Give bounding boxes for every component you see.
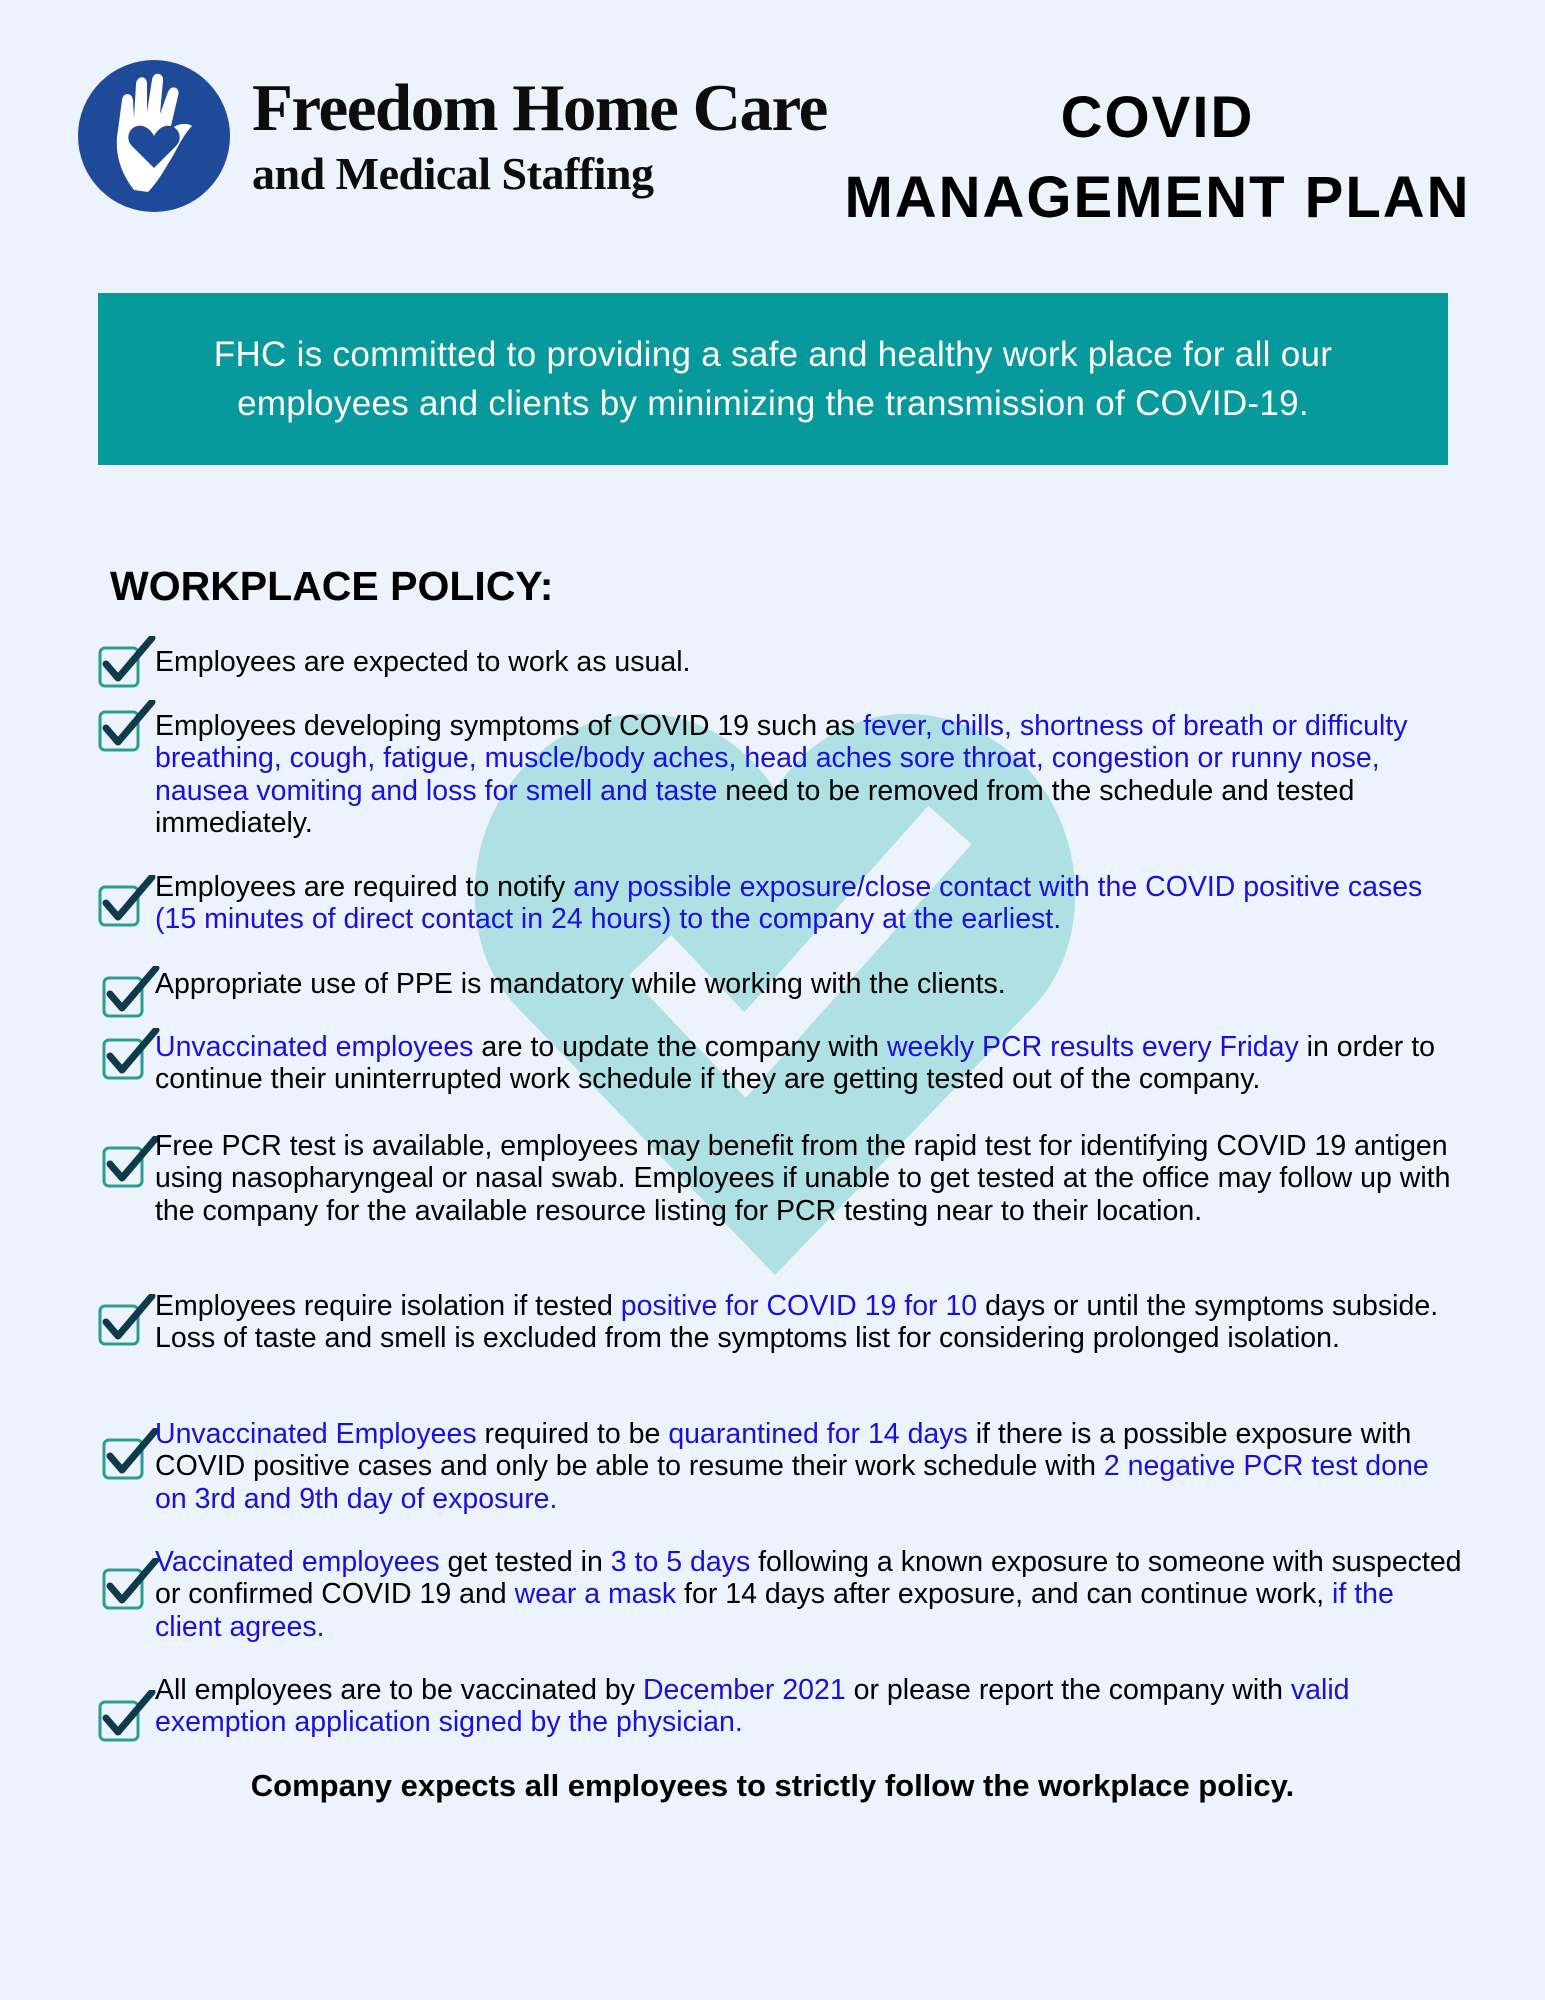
checkbox-checked-icon: [102, 1558, 162, 1610]
highlighted-text: Unvaccinated Employees: [155, 1418, 477, 1450]
highlighted-text: Unvaccinated employees: [155, 1031, 474, 1063]
page-title-line-2: MANAGEMENT PLAN: [844, 165, 1471, 230]
page-title: [830, 78, 1485, 238]
checkbox-checked-icon: [98, 1294, 158, 1346]
policy-item-text: [155, 1290, 1465, 1355]
highlighted-text: weekly PCR results every Friday: [886, 1031, 1299, 1063]
checkbox-checked-icon: [102, 1428, 162, 1480]
policy-item-text: [155, 710, 1465, 839]
body-text: Appropriate use of PPE is mandatory while working with the clients.: [155, 968, 1006, 1000]
highlighted-text: valid exemption application signed by the physician.: [155, 1674, 1350, 1739]
highlighted-text: if the client agrees.: [155, 1578, 1394, 1643]
checkbox-checked-icon: [98, 1690, 158, 1742]
body-text: Employees are required to notify: [155, 871, 574, 903]
body-text: following a known exposure to someone with suspected or confirmed COVID 19 and: [155, 1546, 1462, 1611]
body-text: Employees require isolation if tested: [155, 1290, 621, 1322]
body-text: are to update the company with: [473, 1031, 887, 1063]
page-title-line-1: COVID: [1060, 85, 1255, 150]
highlighted-text: December 2021: [642, 1674, 846, 1706]
highlighted-text: quarantined for 14 days: [668, 1418, 968, 1450]
checkbox-checked-icon: [98, 636, 158, 688]
checkbox-checked-icon: [102, 966, 162, 1018]
policy-item-text: [155, 871, 1465, 936]
body-text: in order to continue their uninterrupted work schedule if they are getting tested out of the company.: [155, 1031, 1435, 1096]
policy-item-text: [155, 1130, 1465, 1227]
policy-item-text: [155, 1546, 1465, 1643]
body-text: get tested in: [439, 1546, 611, 1578]
body-text: days or until the symptoms subside. Loss of taste and smell is excluded from the symptoms list for considering prolonged isolation.: [155, 1290, 1439, 1355]
checkbox-checked-icon: [98, 875, 158, 927]
policy-heading: WORKPLACE POLICY:: [110, 563, 554, 609]
highlighted-text: Vaccinated employees: [155, 1546, 440, 1578]
policy-item-text: [155, 1031, 1465, 1096]
policy-item-text: [155, 1418, 1465, 1515]
company-logo: [76, 60, 232, 212]
body-text: Employees are expected to work as usual.: [155, 646, 691, 678]
checkbox-checked-icon: [102, 1136, 162, 1188]
highlighted-text: any possible exposure/close contact with the COVID positive cases (15 minutes of direct contact in 24 hours) to the company at the earliest.: [155, 871, 1423, 936]
body-text: or please report the company with: [845, 1674, 1291, 1706]
body-text: Employees developing symptoms of COVID 19 such as: [155, 710, 864, 742]
highlighted-text: wear a mask: [514, 1578, 677, 1611]
body-text: need to be removed from the schedule and tested immediately.: [155, 774, 1355, 839]
closing-statement: Company expects all employees to strictly follow the workplace policy.: [250, 1768, 1295, 1803]
body-text: All employees are to be vaccinated by: [155, 1674, 643, 1706]
commitment-banner: FHC is committed to providing a safe and healthy work place for all our employees and clients by minimizing the transmission of COVID-19.: [98, 293, 1448, 465]
company-name: Freedom Home Care: [252, 71, 827, 145]
policy-item-text: [155, 1674, 1465, 1739]
policy-item-text: [155, 968, 1465, 1000]
highlighted-text: 2 negative PCR test done on 3rd and 9th day of exposure.: [155, 1450, 1429, 1515]
highlighted-text: positive for COVID 19 for 10: [620, 1290, 978, 1322]
body-text: if there is a possible exposure with COVID positive cases and only be able to resume their work schedule with: [155, 1418, 1412, 1483]
body-text: for 14 days after exposure, and can continue work,: [676, 1578, 1333, 1611]
checkbox-checked-icon: [102, 1028, 162, 1080]
body-text: Free PCR test is available, employees may benefit from the rapid test for identifying COVID 19 antigen using nasopharyngeal or nasal swab. Employees if unable to get tested at the office may follow up with the company for the available resource listing for PCR testing near to their location.: [155, 1130, 1451, 1227]
policy-item-text: [155, 646, 1465, 678]
company-subtitle: and Medical Staffing: [252, 148, 654, 199]
highlighted-text: fever, chills, shortness of breath or difficulty breathing, cough, fatigue, muscle/body aches, head aches sore throat, congestion or runny nose, nausea vomiting and loss for smell and taste: [155, 710, 1408, 807]
highlighted-text: 3 to 5 days: [610, 1546, 751, 1578]
body-text: required to be: [476, 1418, 669, 1450]
checkbox-checked-icon: [98, 700, 158, 752]
